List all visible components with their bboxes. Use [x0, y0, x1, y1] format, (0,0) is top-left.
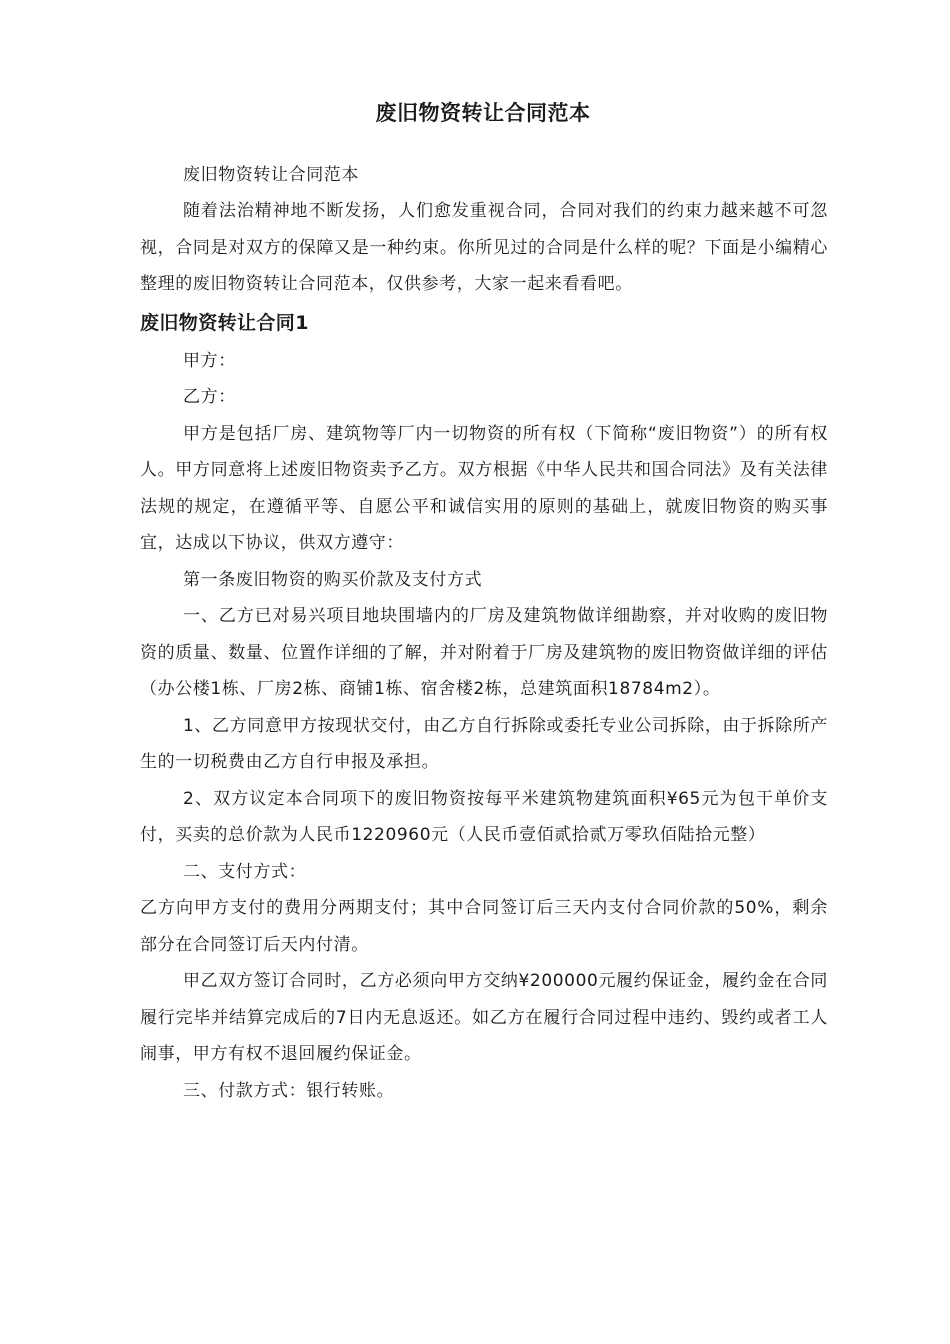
section-heading: 废旧物资转让合同1 — [140, 311, 309, 334]
party-a-line: 甲方： — [183, 350, 236, 371]
clause-preamble: 甲方是包括厂房、建筑物等厂内一切物资的所有权（下简称“废旧物资”）的所有权人。甲方同意将上述废旧物资卖予乙方。双方根据《中华人民共和国合同法》及有关法律法规的规定，在遵循平等、自愿公平和诚信实用的原则的基础上，就废旧物资的购买事宜，达成以下协议，供双方遵守： — [140, 423, 828, 553]
clause-deposit: 甲乙双方签订合同时，乙方必须向甲方交纳¥200000元履约保证金，履约金在合同履行完毕并结算完成后的7日内无息返还。如乙方在履行合同过程中违约、毁约或者工人闹事，甲方有权不退回履约保证金。 — [140, 971, 828, 1064]
clause-payment-method: 三、付款方式：银行转账。 — [183, 1080, 395, 1101]
document-title: 废旧物资转让合同范本 — [375, 101, 591, 125]
document-body — [140, 157, 828, 1109]
clause-payment-heading: 二、支付方式： — [183, 861, 307, 882]
clause-item-one: 一、乙方已对易兴项目地块围墙内的厂房及建筑物做详细勘察，并对收购的废旧物资的质量、数量、位置作详细的了解，并对附着于厂房及建筑物的废旧物资做详细的评估（办公楼1栋、厂房2栋、商铺1栋、宿舍楼2栋，总建筑面积18784m2）。 — [140, 606, 828, 699]
clause-article-one-heading: 第一条废旧物资的购买价款及支付方式 — [183, 569, 483, 590]
clause-sub-item-2: 2、双方议定本合同项下的废旧物资按每平米建筑物建筑面积¥65元为包干单价支付，买卖的总价款为人民币1220960元（人民币壹佰贰拾贰万零玖佰陆拾元整） — [140, 788, 828, 845]
intro-paragraph: 随着法治精神地不断发扬，人们愈发重视合同，合同对我们的约束力越来越不可忽视，合同是对双方的保障又是一种约束。你所见过的合同是什么样的呢？下面是小编精心整理的废旧物资转让合同范本，仅供参考，大家一起来看看吧。 — [140, 201, 828, 294]
party-b-line: 乙方： — [183, 387, 236, 407]
intro-title-paragraph: 废旧物资转让合同范本 — [183, 165, 359, 185]
clause-payment-terms: 乙方向甲方支付的费用分两期支付；其中合同签订后三天内支付合同价款的50%，剩余部分在合同签订后天内付清。 — [140, 898, 828, 955]
clause-sub-item-1: 1、乙方同意甲方按现状交付，由乙方自行拆除或委托专业公司拆除，由于拆除所产生的一切税费由乙方自行申报及承担。 — [140, 715, 829, 772]
